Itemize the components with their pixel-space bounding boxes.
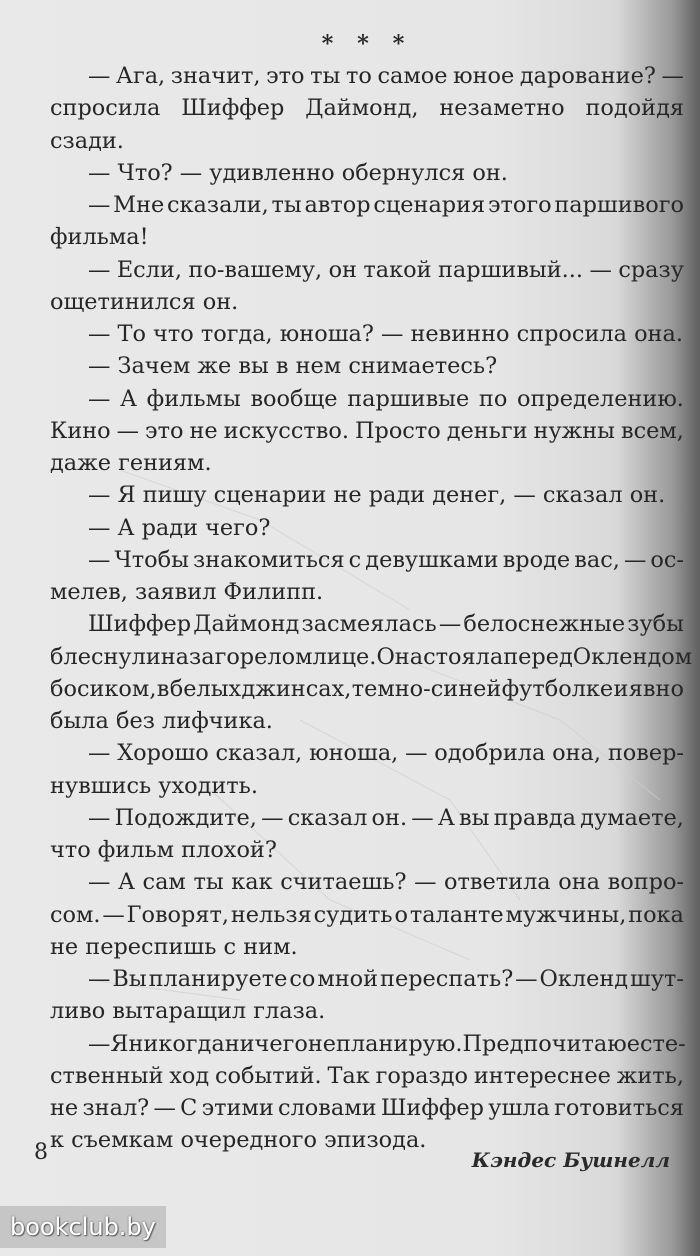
text-line: нувшись уходить.	[50, 772, 258, 799]
text-line: к съемкам очередного эпизода.	[50, 1127, 427, 1154]
text-line: — То что тогда, юноша? — невинно спросила она.	[88, 321, 683, 347]
watermark-logo: bookclub.by	[0, 1206, 166, 1248]
text-line: — Хорошо сказал, юноша, — одобрила она, повер-	[88, 740, 684, 767]
text-line: — Мне сказали, ты автор сценария этого паршивого	[88, 192, 684, 218]
text-line: даже гениям.	[50, 450, 212, 476]
text-line: — А фильмы вообще паршивые по определению.	[88, 385, 684, 412]
text-line: — А сам ты как считаешь? — ответила она вопро-	[88, 869, 684, 896]
text-line: — Подождите, — сказал он. — А вы правда думаете,	[88, 804, 684, 831]
text-line: ственный ход событий. Так гораздо интереснее жить,	[50, 1062, 684, 1089]
text-line: — Ага, значит, это ты то самое юное дарование? —	[88, 63, 684, 89]
text-line: — Чтобы знакомиться с девушками вроде вас, — ос-	[88, 546, 684, 573]
text-line: не переспишь с ним.	[50, 933, 298, 960]
page-number: 8	[34, 1140, 48, 1165]
text-line: — Что? — удивленно обернулся он.	[88, 159, 508, 186]
text-line: — А ради чего?	[88, 514, 271, 541]
text-line: ощетинился он.	[50, 288, 239, 315]
text-line: босиком, в белых джинсах, темно-синей футболке и явно	[50, 675, 684, 702]
body-text	[50, 28, 693, 1157]
text-line: не знал? — С этими словами Шиффер ушла готовиться	[50, 1095, 684, 1121]
text-line: ливо вытаращил глаза.	[50, 998, 326, 1025]
text-line: — Если, по-вашему, он такой паршивый... — сразу	[88, 256, 684, 283]
text-line: сзади.	[50, 127, 124, 154]
text-line: мелев, заявил Филипп.	[50, 579, 324, 605]
text-line: Кино — это не искусство. Просто деньги нужны всем,	[50, 417, 684, 444]
text-line: — Зачем же вы в нем снимаетесь?	[88, 353, 498, 380]
section-separator: * * *	[321, 31, 413, 57]
text-line: фильма!	[50, 224, 149, 251]
text-line: Шиффер Даймонд засмеялась — белоснежные зубы	[88, 611, 684, 638]
text-line: была без лифчика.	[50, 708, 273, 734]
running-footer-author: Кэндес Бушнелл	[471, 1148, 670, 1172]
text-line: спросила Шиффер Даймонд, незаметно подойдя	[50, 95, 684, 122]
text-line: блеснули на загорелом лице. Она стояла перед Оклендом	[50, 643, 693, 670]
text-lines	[50, 60, 693, 1157]
text-line: сом. — Говорят, нельзя судить о таланте мужчины, пока	[50, 901, 684, 928]
text-line: — Вы планируете со мной переспать? — Окленд шут-	[88, 966, 684, 992]
text-line: — Я никогда ничего не планирую. Предпочитаю есте-	[88, 1030, 686, 1057]
text-line: — Я пишу сценарии не ради денег, — сказал он.	[88, 482, 666, 509]
text-line: что фильм плохой?	[50, 837, 277, 863]
